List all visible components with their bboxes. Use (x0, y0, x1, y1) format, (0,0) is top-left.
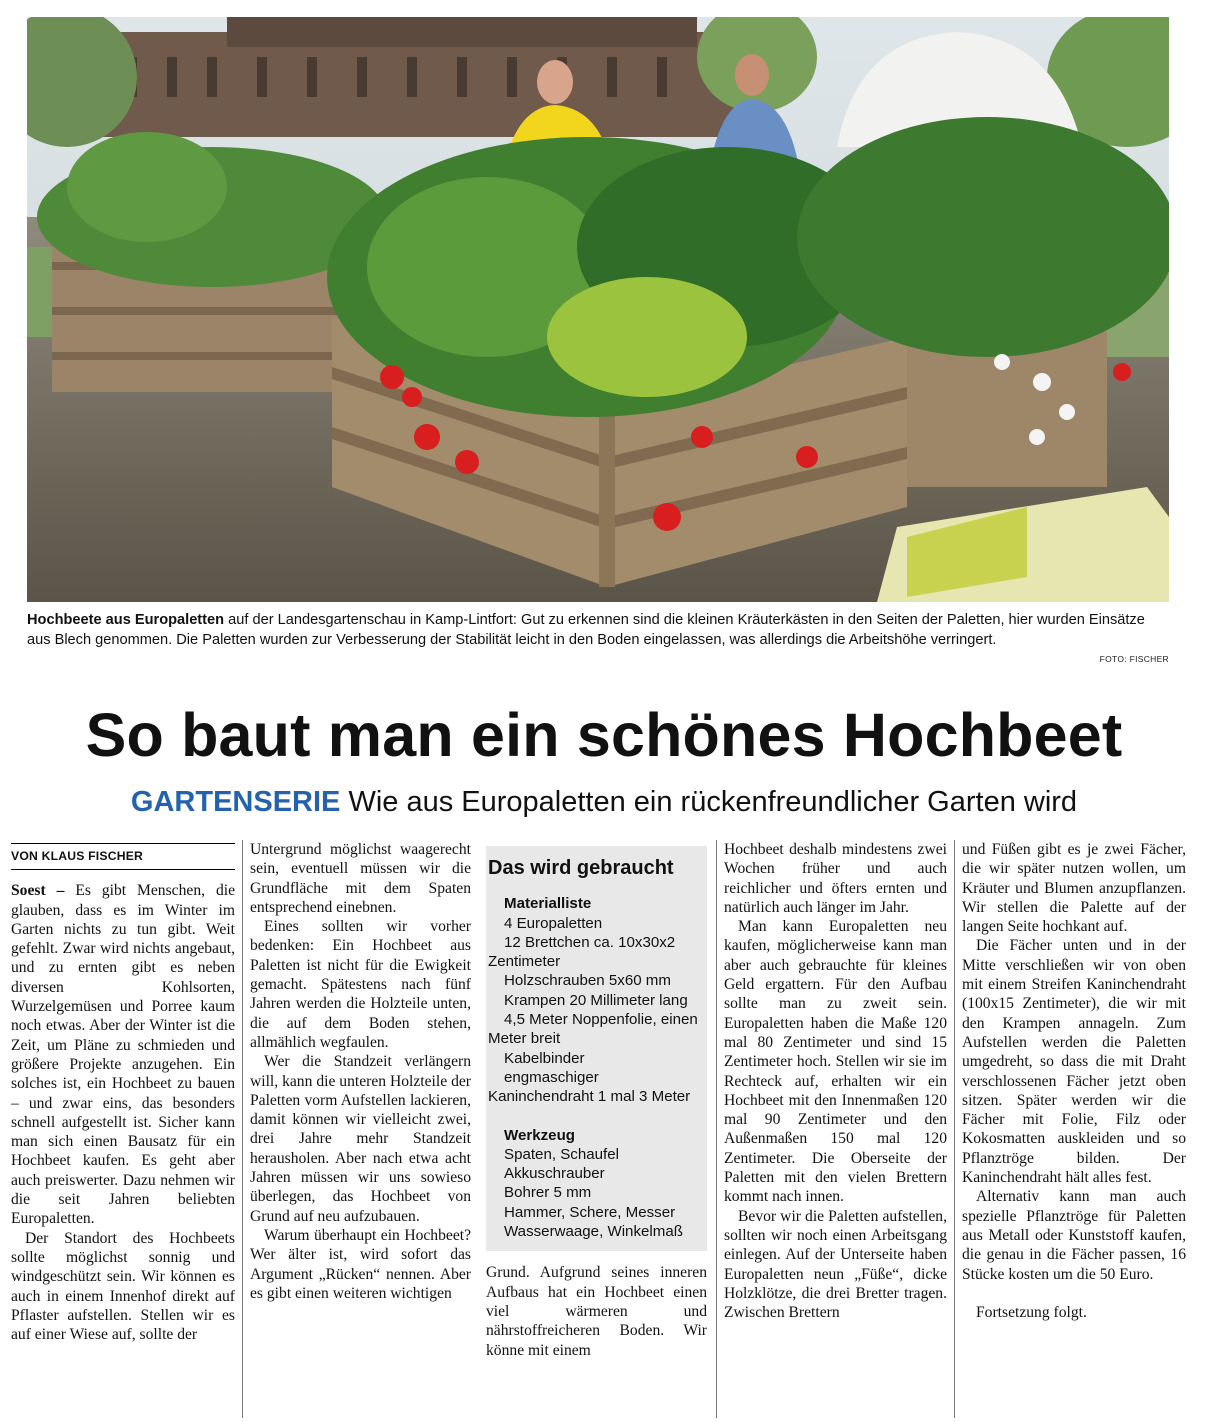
caption-text: auf der Landesgartenschau in Kamp-Lintfort: Gut zu erkennen sind die kleinen Kräuterkästen in den Seiten der Paletten, hier wurden Einsätze aus Blech genommen. Die Paletten wurden zur Verbesserung der Stabilität leicht in den Boden eingelassen, was allerdings die Arbeitshöhe verringert. (27, 612, 1145, 648)
tool-item: Akkuschrauber (504, 1165, 605, 1183)
paragraph: Grund. Aufgrund seines inneren Aufbaus hat ein Hochbeet einen viel wärmeren und nährstoffreicheren Boden. Wir könne mit einem (486, 1264, 707, 1359)
paragraph: Man kann Europaletten neu kaufen, möglicherweise kann man aber auch gebrauchte für kleines Geld ergattern. Für den Aufbau sollte man zu zweit sein. Europaletten haben die Maße 120 mal 80 Zentimeter und sind 15 Zentimeter hoch. Stellen wir sie im Rechteck auf, erhalten wir ein Hochbeet mit den Innenmaßen 120 mal 90 Zentimeter und den Außenmaßen 150 mal 120 Zentimeter. Die Oberseite der Paletten mit den vielen Brettern kommt nach innen. (724, 918, 947, 1206)
paragraph: und Füßen gibt es je zwei Fächer, die wir später nutzen wollen, um Kräuter und Blumen anzupflanzen. Wir stellen die Palette auf der langen Seite hochkant auf. (962, 841, 1186, 936)
material-item: 4,5 Meter Noppenfolie, einen Meter breit (488, 1011, 698, 1048)
paragraph: Wer die Standzeit verlängern will, kann die unteren Holzteile der Paletten vorm Aufstellen lackieren, damit können wir vielleicht zwei, drei Jahre mehr Standzeit herausholen. Aber nach etwa acht Jahren müssen wir uns sowieso überlegen, das Hochbeet von Grund auf neu aufzubauen. (250, 1053, 471, 1225)
paragraph: Untergrund möglichst waagerecht sein, eventuell müssen wir die Grundfläche mit dem Spaten entsprechend einebnen. (250, 841, 471, 916)
subheadline (0, 786, 1208, 819)
infobox-title: Das wird gebraucht (488, 857, 674, 879)
paragraph: Alternativ kann man auch spezielle Pflanztröge für Paletten aus Metall oder Kunststoff kaufen, die genau in die Fächer passen, 16 Stücke kosten um die 50 Euro. (962, 1188, 1186, 1283)
continuation-note: Fortsetzung folgt. (976, 1303, 1087, 1321)
paragraph-text: Es gibt Menschen, die glauben, dass es im Winter im Garten nichts zu tun gibt. Weit gefehlt. Zwar wird nichts angebaut, und zu ernten gibt es neben diversen Kohlsorten, Wurzelgemüsen und Porree kaum noch etwas. Aber der Winter ist die Zeit, um Pläne zu schmieden und größere Projekte anzugehen. Ein solches ist, ein Hochbeet zu bauen – und zwar eins, das besonders schnell aufgestellt ist. Sicher kann man sich einen Bausatz für ein Hochbeet kaufen. Es geht aber auch preiswerter. Dazu nehmen wir die seit Jahren beliebten Europaletten. (11, 882, 235, 1228)
article-column-4 (724, 840, 947, 1415)
material-item: 4 Europaletten (504, 914, 603, 932)
tool-item: Hammer, Schere, Messer (504, 1203, 676, 1221)
photo-credit: FOTO: FISCHER (1099, 654, 1169, 664)
column-divider (954, 840, 955, 1418)
article-column-5 (962, 840, 1186, 1415)
tools-heading: Werkzeug (504, 1126, 576, 1144)
material-item: engmaschiger Kaninchendraht 1 mal 3 Meter (488, 1068, 691, 1106)
spacer (488, 1107, 701, 1126)
dateline: Soest – (11, 882, 76, 900)
materials-heading: Materialliste (504, 895, 592, 913)
paragraph: Bevor wir die Paletten aufstellen, sollten wir noch einen Arbeitsgang einlegen. Auf der Unterseite haben Europaletten neun „Füße“, dicke Holzklötze, die drei Bretter tragen. Zwischen Brettern (724, 1207, 947, 1322)
article-photo (27, 17, 1169, 602)
materials-infobox (486, 846, 707, 1251)
material-item: Holzschrauben 5x60 mm (504, 972, 671, 990)
tool-item: Wasserwaage, Winkelmaß (504, 1223, 683, 1241)
article-column-2 (250, 840, 471, 1415)
paragraph: Die Fächer unten und in der Mitte verschließen wir von oben mit einem Streifen Kaninchendraht (100x15 Zentimeter), die wir mit den Krampen annageln. Zum Aufstellen werden die Paletten umgedreht, so dass die mit Draht verschlossenen Fächer jetzt oben sitzen. Später werden wir die Fächer mit Folie, Filz oder Kokosmatten auskleiden und so Pflanztröge bilden. Der Kaninchendraht hält alles fest. (962, 937, 1186, 1187)
byline: VON KLAUS FISCHER (11, 843, 235, 870)
article-column-3 (486, 840, 707, 1415)
paragraph: Warum überhaupt ein Hochbeet? Wer älter ist, wird sofort das Argument „Rücken“ nennen. Aber es gibt einen weiteren wichtigen (250, 1226, 471, 1302)
paragraph (11, 881, 235, 1228)
column-divider (242, 840, 243, 1418)
series-kicker: GARTENSERIE (130, 786, 341, 818)
subheadline-text: Wie aus Europaletten ein rückenfreundlicher Garten wird (340, 786, 1078, 818)
tool-item: Spaten, Schaufel (504, 1145, 619, 1163)
photo-caption (27, 610, 1169, 650)
paragraph: Hochbeet deshalb mindestens zwei Wochen früher und auch reichlicher und öfters ernten und natürlich auch länger im Jahr. (724, 841, 947, 916)
paragraph: Der Standort des Hochbeets sollte möglichst sonnig und windgeschützt sein. Wir können es auch in einem Innenhof direkt auf Pflaster aufstellen. Stellen wir es auf einer Wiese auf, sollte der (11, 1229, 235, 1344)
raised-bed-illustration (27, 17, 1169, 602)
caption-lead: Hochbeete aus Europaletten (27, 612, 225, 628)
article-column-1 (11, 840, 235, 1415)
material-item: Kabelbinder (504, 1049, 585, 1067)
material-item: 12 Brettchen ca. 10x30x2 Zentimeter (488, 933, 676, 971)
column-divider (716, 840, 717, 1418)
tool-item: Bohrer 5 mm (504, 1184, 592, 1202)
paragraph: Eines sollten wir vorher bedenken: Ein Hochbeet aus Paletten ist nicht für die Ewigkeit gemacht. Spätestens nach fünf Jahren werden die Holzteile unten, die auf dem Boden stehen, allmählich wegfaulen. (250, 918, 471, 1051)
material-item: Krampen 20 Millimeter lang (504, 991, 688, 1009)
headline: So baut man ein schönes Hochbeet (85, 701, 1123, 769)
